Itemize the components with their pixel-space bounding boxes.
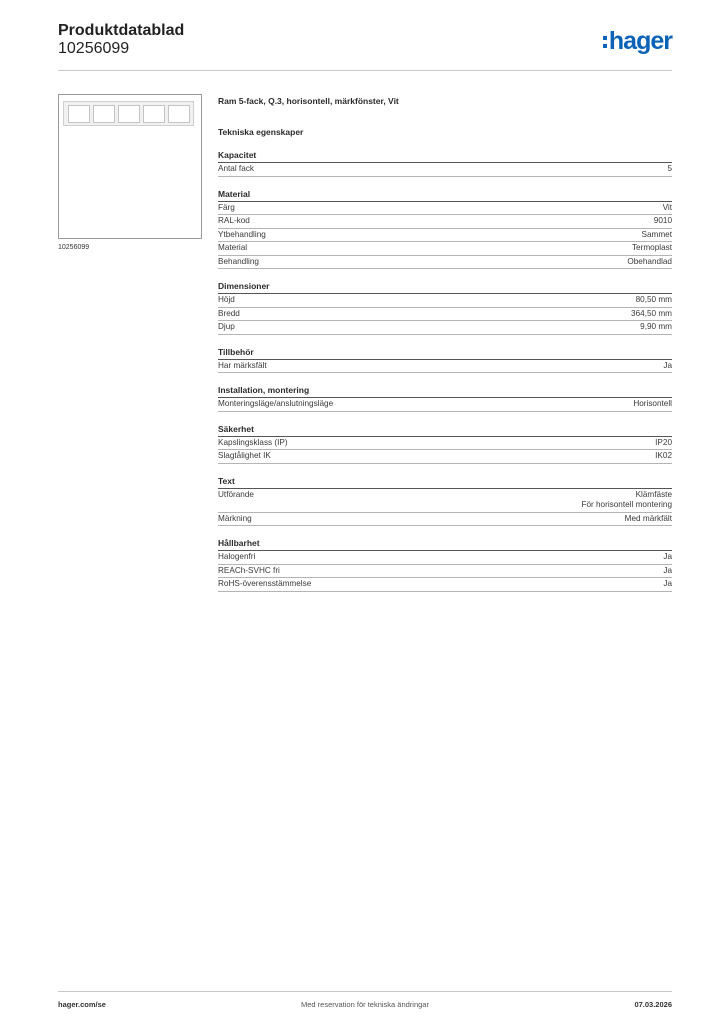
spec-row — [218, 565, 672, 579]
spec-group — [218, 150, 672, 177]
footer-date: 07.03.2026 — [634, 1000, 672, 1009]
spec-row — [218, 242, 672, 256]
hager-logo — [603, 27, 672, 56]
spec-group — [218, 385, 672, 412]
spec-label: Ytbehandling — [218, 229, 266, 239]
frame-slot — [68, 105, 90, 123]
frame-illustration — [63, 101, 194, 126]
product-image — [58, 94, 202, 239]
spec-label: REACh-SVHC fri — [218, 565, 280, 575]
spec-value — [655, 451, 672, 462]
spec-group-title: Installation, montering — [218, 385, 672, 398]
spec-label: Slagtålighet IK — [218, 451, 271, 460]
spec-row — [218, 360, 672, 374]
spec-value — [663, 552, 672, 563]
spec-value — [632, 243, 672, 254]
spec-row — [218, 215, 672, 229]
spec-row — [218, 256, 672, 270]
frame-slot — [118, 105, 140, 123]
spec-value — [663, 203, 672, 214]
spec-value-line: 364,50 mm — [631, 308, 672, 318]
spec-group-title: Tillbehör — [218, 347, 672, 360]
spec-value — [640, 322, 672, 333]
spec-value-line: Ja — [663, 360, 672, 370]
spec-label: RAL-kod — [218, 216, 250, 225]
spec-label: Antal fack — [218, 164, 254, 173]
spec-value-line: IP20 — [655, 437, 672, 447]
spec-value — [655, 438, 672, 449]
spec-value — [625, 514, 672, 525]
spec-group — [218, 189, 672, 270]
spec-row — [218, 398, 672, 412]
spec-value — [663, 579, 672, 590]
spec-label: Har märksfält — [218, 360, 267, 370]
spec-value-line: För horisontell montering — [581, 500, 672, 509]
spec-value — [636, 295, 672, 306]
spec-label: Monteringsläge/anslutningsläge — [218, 399, 334, 408]
spec-row — [218, 321, 672, 335]
frame-slot — [93, 105, 115, 123]
spec-value-line: Klämfäste — [635, 489, 672, 499]
spec-row — [218, 513, 672, 527]
spec-value-line: Ja — [663, 565, 672, 575]
spec-value — [663, 361, 672, 372]
spec-value-line: Ja — [663, 579, 672, 588]
page-header — [58, 20, 672, 71]
spec-value-line: Med märkfält — [624, 513, 672, 523]
footer-disclaimer: Med reservation för tekniska ändringar — [301, 1000, 429, 1009]
spec-label: Behandling — [218, 256, 259, 266]
document-number: 10256099 — [58, 40, 130, 57]
logo-colon-icon — [603, 34, 607, 50]
spec-value-line: IK02 — [655, 451, 672, 460]
spec-group — [218, 347, 672, 374]
spec-label: Bredd — [218, 308, 240, 318]
spec-value-line: Ja — [663, 552, 672, 561]
section-heading: Tekniska egenskaper — [218, 127, 304, 137]
logo-text: hager — [608, 27, 672, 55]
spec-value-line: Vit — [662, 202, 672, 212]
spec-group-title: Säkerhet — [218, 424, 672, 437]
spec-value — [642, 230, 672, 241]
spec-value-line: Horisontell — [633, 399, 672, 408]
spec-group — [218, 424, 672, 464]
spec-groups — [218, 150, 672, 592]
spec-group — [218, 281, 672, 335]
spec-row — [218, 450, 672, 464]
spec-group — [218, 476, 672, 527]
spec-value-line: 80,50 mm — [635, 295, 672, 304]
spec-group-title: Kapacitet — [218, 150, 672, 163]
spec-row — [218, 489, 672, 513]
spec-group — [218, 538, 672, 592]
spec-label: Märkning — [218, 513, 252, 523]
frame-slot — [143, 105, 165, 123]
product-details — [218, 96, 672, 592]
spec-value-line: 9010 — [653, 216, 672, 225]
spec-value-line: Obehandlad — [627, 256, 672, 266]
spec-row — [218, 229, 672, 243]
product-name: Ram 5-fack, Q.3, horisontell, märkfönster, Vit — [218, 96, 399, 106]
spec-label: Kapslingsklass (IP) — [218, 437, 288, 447]
spec-value — [633, 399, 672, 410]
spec-value-line: 9,90 mm — [640, 322, 672, 331]
spec-group-title: Dimensioner — [218, 281, 672, 294]
spec-value-line: Sammet — [641, 229, 672, 239]
spec-label: Djup — [218, 322, 235, 331]
spec-value-line: 5 — [667, 164, 672, 173]
page-footer — [58, 991, 672, 1012]
spec-label: RoHS-överensstämmelse — [218, 579, 312, 588]
spec-row — [218, 294, 672, 308]
spec-label: Halogenfri — [218, 552, 256, 561]
spec-group-title: Hållbarhet — [218, 538, 672, 551]
spec-group-title: Material — [218, 189, 672, 202]
spec-value — [667, 164, 672, 175]
spec-row — [218, 308, 672, 322]
spec-row — [218, 551, 672, 565]
spec-label: Färg — [218, 202, 235, 212]
spec-row — [218, 578, 672, 592]
spec-group-title: Text — [218, 476, 672, 489]
spec-row — [218, 163, 672, 177]
spec-label: Utförande — [218, 489, 254, 499]
spec-row — [218, 202, 672, 216]
document-title: Produktdatablad — [58, 22, 185, 39]
spec-label: Höjd — [218, 295, 235, 304]
spec-label: Material — [218, 243, 248, 252]
spec-value-line: Termoplast — [631, 243, 672, 252]
spec-row — [218, 437, 672, 451]
image-caption: 10256099 — [58, 244, 90, 251]
spec-value — [654, 216, 672, 227]
spec-value — [627, 257, 672, 268]
spec-value — [663, 566, 672, 577]
spec-value — [581, 490, 672, 511]
frame-slot — [168, 105, 190, 123]
footer-website: hager.com/se — [58, 1000, 106, 1009]
spec-value — [631, 309, 672, 320]
